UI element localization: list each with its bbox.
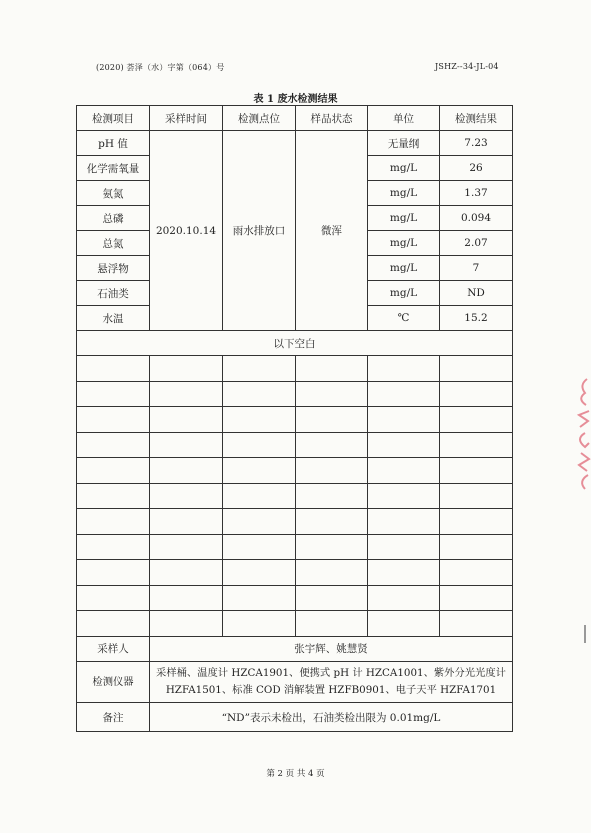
empty-row bbox=[77, 534, 513, 560]
empty-row bbox=[77, 509, 513, 535]
row-item: 总磷 bbox=[77, 206, 150, 231]
row-unit: mg/L bbox=[368, 206, 440, 231]
col-header-item: 检测项目 bbox=[77, 106, 150, 131]
row-result: ND bbox=[440, 281, 513, 306]
empty-row bbox=[77, 458, 513, 484]
instrument-label: 检测仪器 bbox=[77, 662, 150, 703]
col-header-time: 采样时间 bbox=[150, 106, 223, 131]
row-result: 26 bbox=[440, 156, 513, 181]
instrument-row bbox=[77, 662, 513, 703]
empty-row bbox=[77, 483, 513, 509]
empty-row bbox=[77, 407, 513, 433]
seal-stamp-icon bbox=[573, 375, 591, 493]
row-item: 总氮 bbox=[77, 231, 150, 256]
blank-note: 以下空白 bbox=[77, 331, 513, 356]
empty-row bbox=[77, 356, 513, 382]
table-title: 表 1 废水检测结果 bbox=[253, 94, 338, 105]
empty-row bbox=[77, 611, 513, 637]
row-result: 0.094 bbox=[440, 206, 513, 231]
report-number: (2020) 荟泽（水）字第（064）号 bbox=[96, 63, 225, 72]
sampler-value: 张宇辉、姚慧贤 bbox=[150, 636, 513, 662]
row-result: 7.23 bbox=[440, 131, 513, 156]
edge-mark bbox=[584, 625, 586, 643]
empty-row bbox=[77, 381, 513, 407]
row-unit: 无量纲 bbox=[368, 131, 440, 156]
row-unit: mg/L bbox=[368, 231, 440, 256]
table-row bbox=[77, 131, 513, 156]
row-item: 石油类 bbox=[77, 281, 150, 306]
instrument-value bbox=[150, 662, 513, 703]
sample-state-cell: 微浑 bbox=[296, 131, 368, 331]
row-result: 7 bbox=[440, 256, 513, 281]
row-item: pH 值 bbox=[77, 131, 150, 156]
remark-label: 备注 bbox=[77, 703, 150, 732]
remark-value: “ND”表示未检出，石油类检出限为 0.01mg/L bbox=[150, 703, 513, 732]
row-unit: ℃ bbox=[368, 306, 440, 331]
remark-row bbox=[77, 703, 513, 732]
row-result: 15.2 bbox=[440, 306, 513, 331]
row-unit: mg/L bbox=[368, 281, 440, 306]
col-header-state: 样品状态 bbox=[296, 106, 368, 131]
page-number: 第 2 页 共 4 页 bbox=[266, 769, 325, 779]
row-unit: mg/L bbox=[368, 181, 440, 206]
empty-row bbox=[77, 585, 513, 611]
empty-row bbox=[77, 432, 513, 458]
table-header-row bbox=[77, 106, 513, 131]
sample-point-cell: 雨水排放口 bbox=[223, 131, 296, 331]
col-header-point: 检测点位 bbox=[223, 106, 296, 131]
row-unit: mg/L bbox=[368, 256, 440, 281]
empty-row bbox=[77, 560, 513, 586]
row-item: 水温 bbox=[77, 306, 150, 331]
sampler-row bbox=[77, 636, 513, 662]
row-result: 2.07 bbox=[440, 231, 513, 256]
blank-note-row bbox=[77, 331, 513, 356]
col-header-unit: 单位 bbox=[368, 106, 440, 131]
row-unit: mg/L bbox=[368, 156, 440, 181]
document-code: JSHZ--34-JL-04 bbox=[435, 62, 499, 71]
row-item: 化学需氧量 bbox=[77, 156, 150, 181]
row-item: 悬浮物 bbox=[77, 256, 150, 281]
row-result: 1.37 bbox=[440, 181, 513, 206]
col-header-result: 检测结果 bbox=[440, 106, 513, 131]
results-table bbox=[76, 105, 513, 732]
sample-time-cell: 2020.10.14 bbox=[150, 131, 223, 331]
row-item: 氨氮 bbox=[77, 181, 150, 206]
instrument-line-2: HZFA1501、标准 COD 消解装置 HZFB0901、电子天平 HZFA1701 bbox=[165, 684, 497, 696]
sampler-label: 采样人 bbox=[77, 636, 150, 662]
instrument-line-1: 采样桶、温度计 HZCA1901、便携式 pH 计 HZCA1001、紫外分光光度计 bbox=[156, 667, 506, 679]
